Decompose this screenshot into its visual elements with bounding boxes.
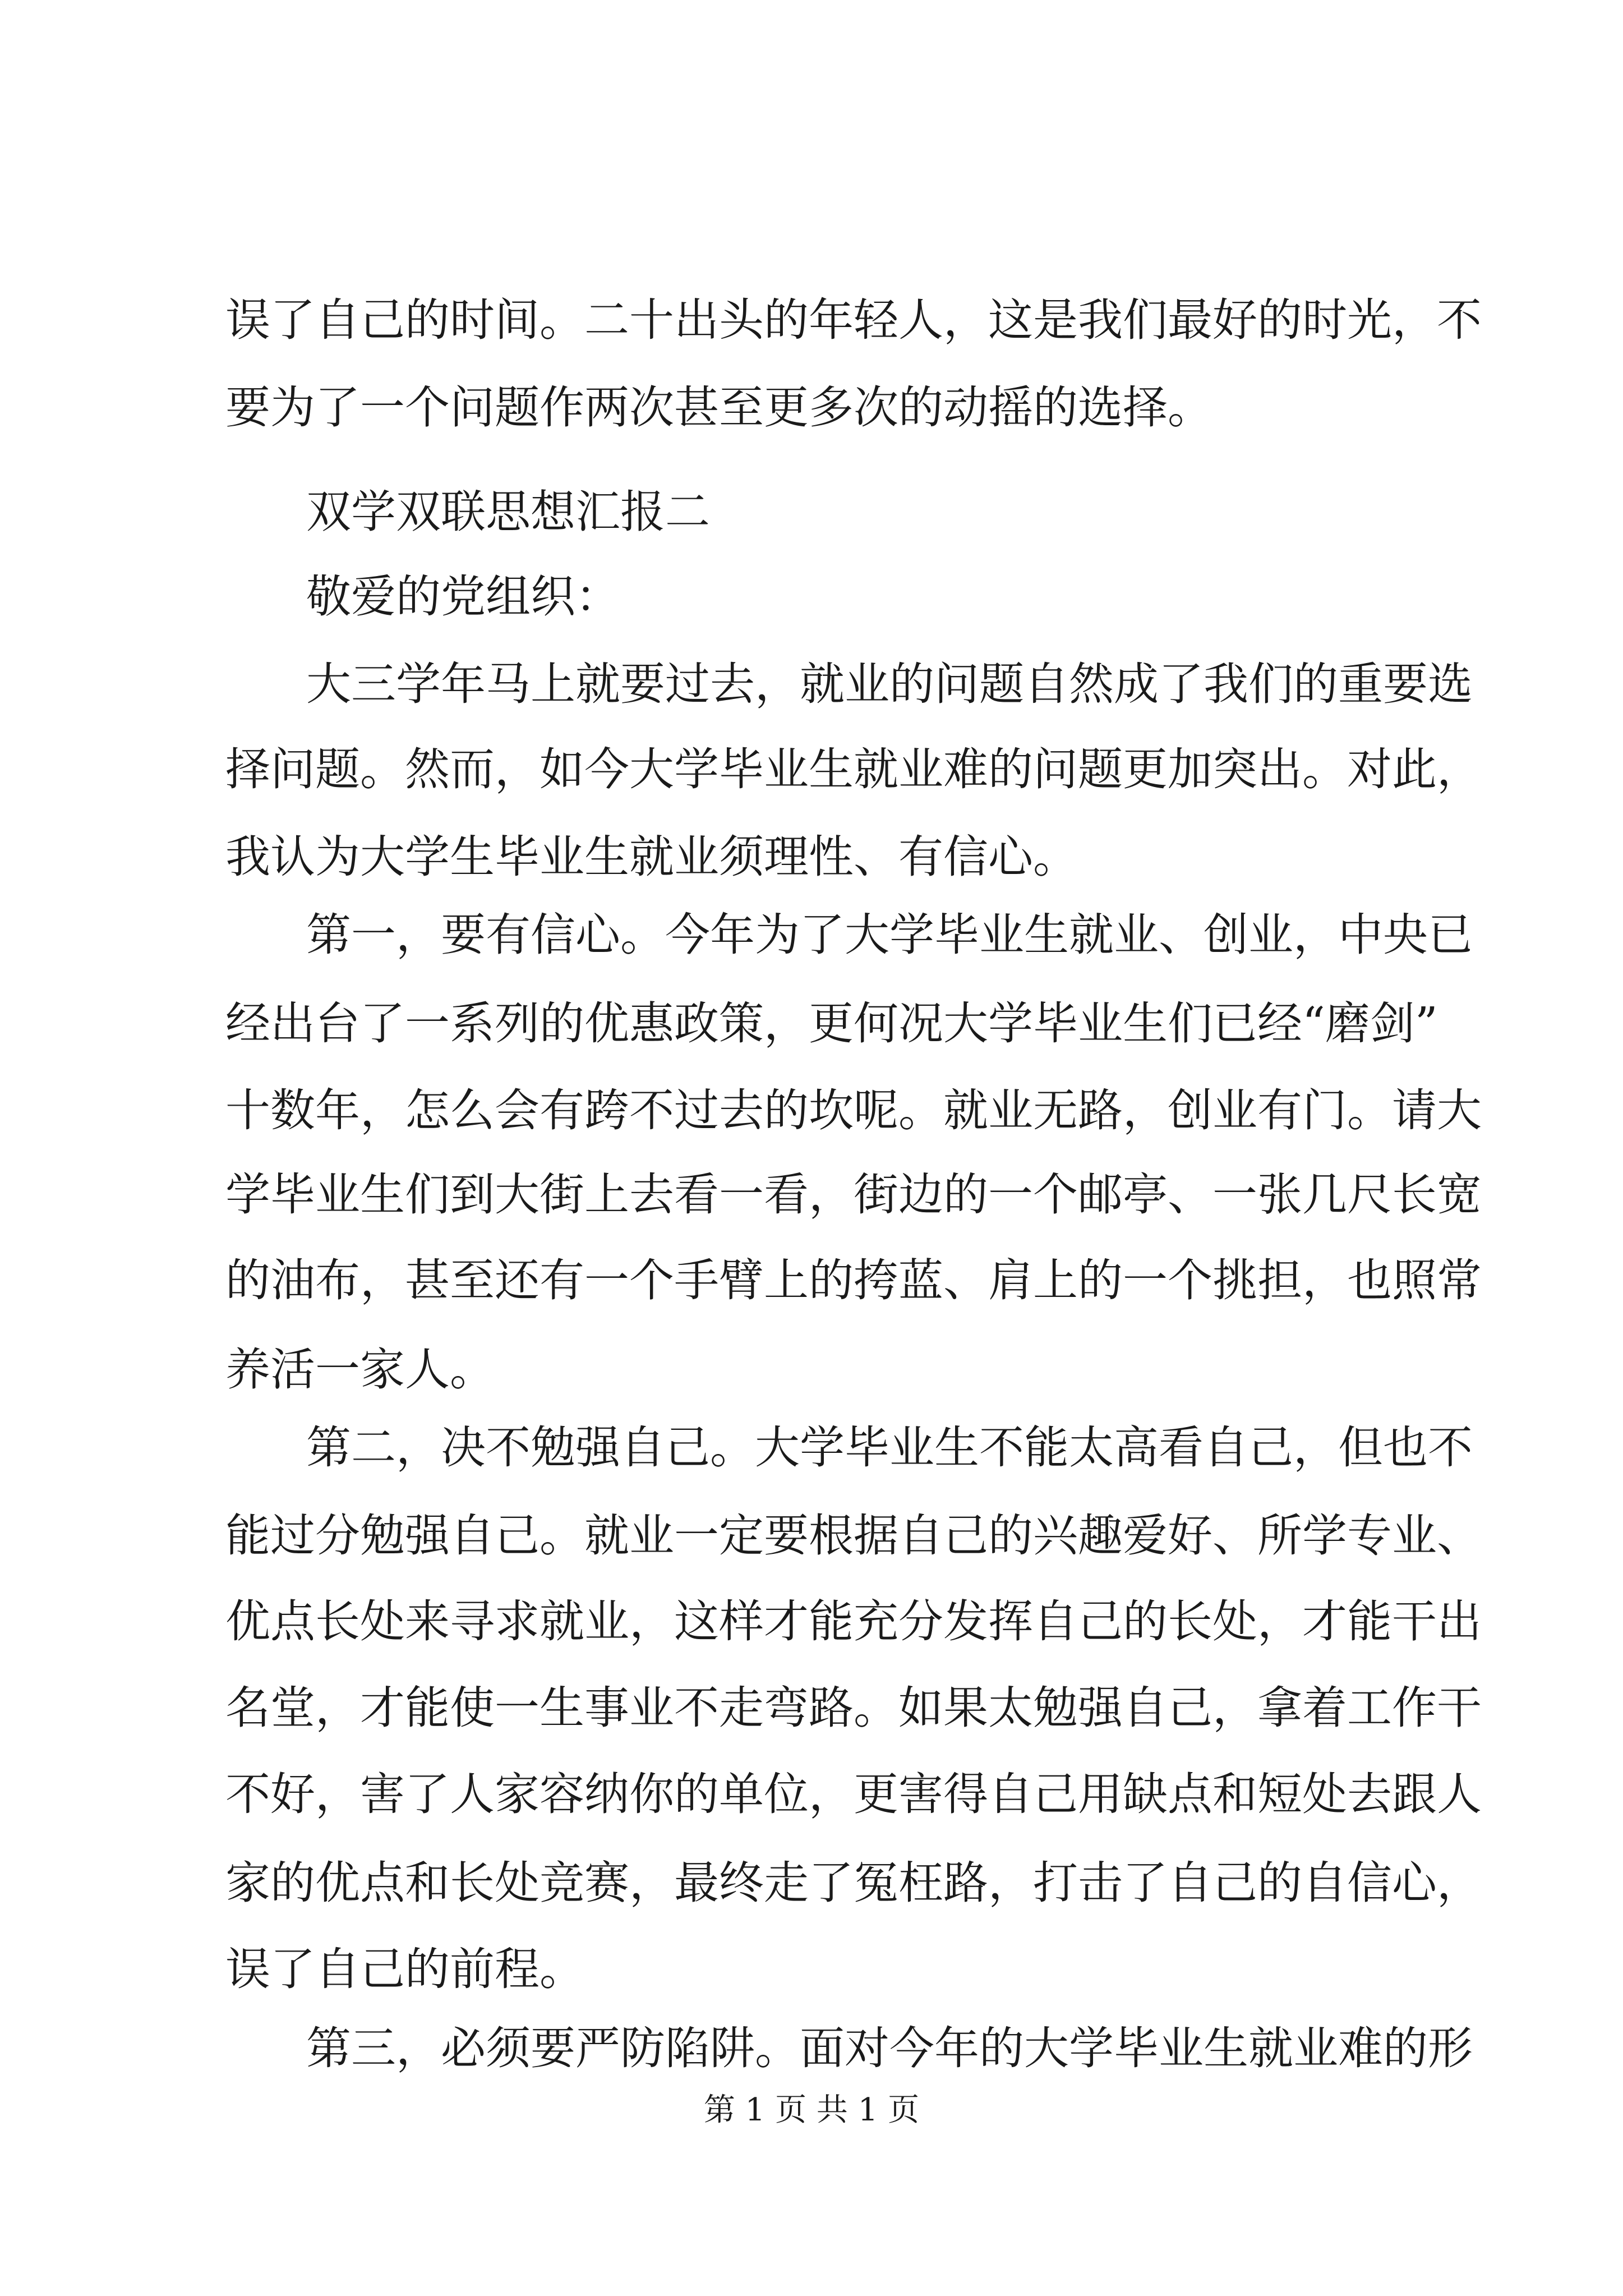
paragraph-line: 十数年，怎么会有跨不过去的坎呢。就业无路，创业有门。请大 [225, 1084, 1482, 1137]
paragraph-line: 大三学年马上就要过去，就业的问题自然成了我们的重要选 [306, 658, 1473, 710]
paragraph-line: 敬爱的党组织： [306, 570, 620, 623]
paragraph-line: 第三，必须要严防陷阱。面对今年的大学毕业生就业难的形 [306, 2022, 1473, 2074]
paragraph-line: 经出台了一系列的优惠政策，更何况大学毕业生们已经“磨剑” [225, 997, 1438, 1050]
paragraph-line: 误了自己的时间。二十出头的年轻人，这是我们最好的时光，不 [225, 294, 1482, 346]
paragraph-line: 能过分勉强自己。就业一定要根据自己的兴趣爱好、所学专业、 [225, 1510, 1482, 1562]
paragraph-line: 不好，害了人家容纳你的单位，更害得自己用缺点和短处去跟人 [225, 1768, 1482, 1820]
paragraph-line: 第一，要有信心。今年为了大学毕业生就业、创业，中央已 [306, 909, 1473, 961]
paragraph-line: 名堂，才能使一生事业不走弯路。如果太勉强自己，拿着工作干 [225, 1682, 1482, 1734]
paragraph-line: 误了自己的前程。 [225, 1943, 584, 1995]
paragraph-line: 我认为大学生毕业生就业须理性、有信心。 [225, 831, 1078, 883]
page-footer: 第 1 页 共 1 页 [703, 2092, 920, 2128]
paragraph-line: 学毕业生们到大街上去看一看，街边的一个邮亭、一张几尺长宽 [225, 1168, 1482, 1221]
paragraph-line: 第二，决不勉强自己。大学毕业生不能太高看自己，但也不 [306, 1421, 1473, 1474]
paragraph-line: 养活一家人。 [225, 1343, 495, 1396]
paragraph-line: 要为了一个问题作两次甚至更多次的动摇的选择。 [225, 381, 1212, 434]
paragraph-line: 择问题。然而，如今大学毕业生就业难的问题更加突出。对此， [225, 743, 1482, 795]
paragraph-line: 的油布，甚至还有一个手臂上的挎蓝、肩上的一个挑担，也照常 [225, 1254, 1482, 1306]
paragraph-line: 家的优点和长处竞赛，最终走了冤枉路，打击了自己的自信心， [225, 1857, 1482, 1909]
paragraph-line: 双学双联思想汇报二 [306, 486, 710, 538]
paragraph-line: 优点长处来寻求就业，这样才能充分发挥自己的长处，才能干出 [225, 1595, 1482, 1648]
